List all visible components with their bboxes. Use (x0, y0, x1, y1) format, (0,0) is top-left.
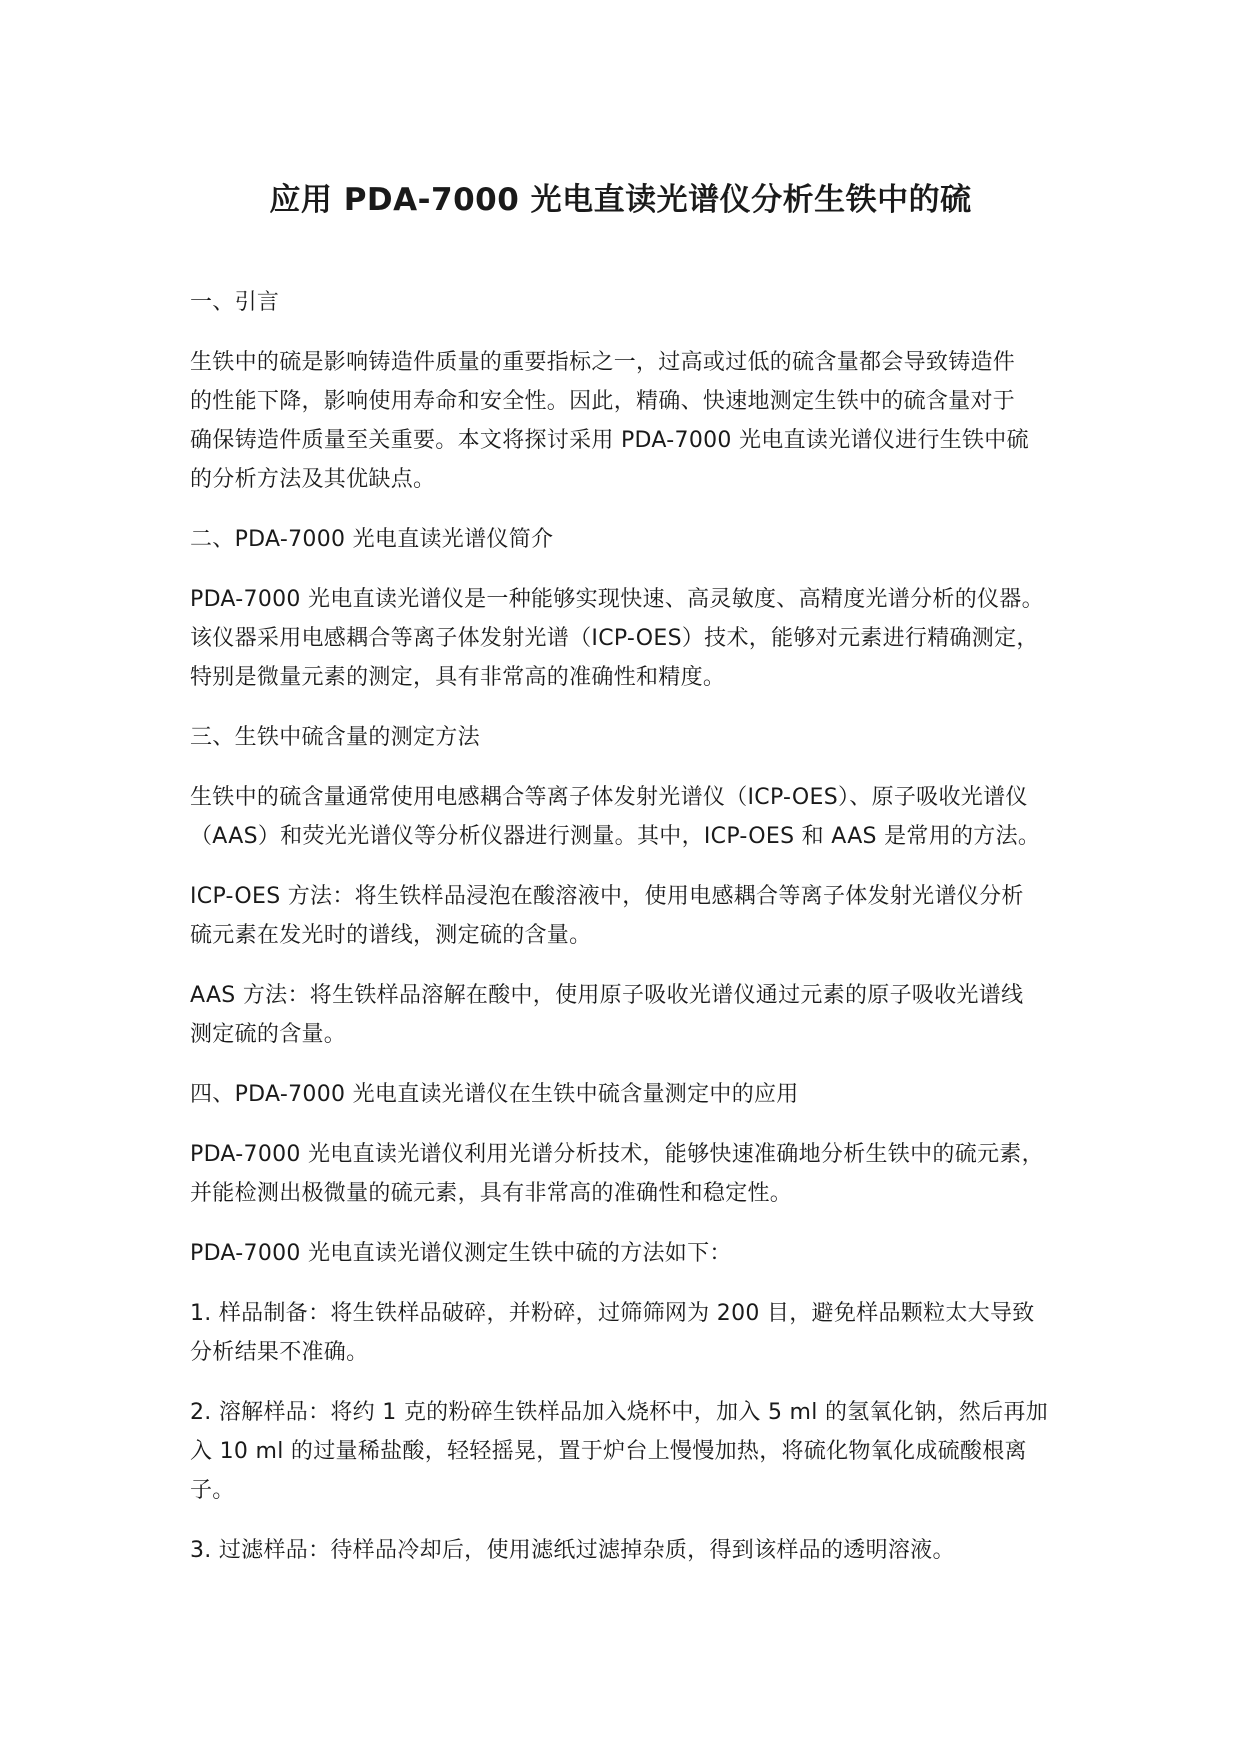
paragraph-line: ICP-OES 方法：将生铁样品浸泡在酸溶液中，使用电感耦合等离子体发射光谱仪分析 (190, 884, 1024, 909)
paragraph (190, 877, 1060, 955)
paragraph-line: 分析结果不准确。 (190, 1340, 369, 1365)
paragraph (190, 976, 1060, 1054)
section-heading: 二、PDA-7000 光电直读光谱仪简介 (190, 527, 554, 552)
paragraph-line: 的性能下降，影响使用寿命和安全性。因此，精确、快速地测定生铁中的硫含量对于 (190, 389, 1016, 414)
paragraph-line: PDA-7000 光电直读光谱仪利用光谱分析技术，能够快速准确地分析生铁中的硫元素， (190, 1142, 1044, 1167)
section-heading: 三、生铁中硫含量的测定方法 (190, 725, 480, 750)
paragraph-line: 硫元素在发光时的谱线，测定硫的含量。 (190, 923, 592, 948)
paragraph-line: 确保铸造件质量至关重要。本文将探讨采用 PDA-7000 光电直读光谱仪进行生铁中硫 (190, 428, 1029, 453)
paragraph-line: 入 10 ml 的过量稀盐酸，轻轻摇晃，置于炉台上慢慢加热，将硫化物氧化成硫酸根离 (190, 1439, 1027, 1464)
document-title: 应用 PDA-7000 光电直读光谱仪分析生铁中的硫 (269, 182, 972, 218)
paragraph (190, 778, 1060, 856)
paragraph-line: 特别是微量元素的测定，具有非常高的准确性和精度。 (190, 665, 726, 690)
paragraph (190, 1135, 1060, 1213)
paragraph-line: 3. 过滤样品：待样品冷却后，使用滤纸过滤掉杂质，得到该样品的透明溶液。 (190, 1538, 955, 1563)
paragraph (190, 343, 1060, 499)
paragraph-line: 1. 样品制备：将生铁样品破碎，并粉碎，过筛筛网为 200 目，避免样品颗粒太大导致 (190, 1301, 1035, 1326)
paragraph-line: 2. 溶解样品：将约 1 克的粉碎生铁样品加入烧杯中，加入 5 ml 的氢氧化钠，然后再加 (190, 1400, 1048, 1425)
paragraph-line: 子。 (190, 1478, 235, 1503)
section-heading: 一、引言 (190, 290, 280, 315)
paragraph (190, 1531, 1060, 1570)
paragraph (190, 1294, 1060, 1372)
paragraph-line: 测定硫的含量。 (190, 1022, 347, 1047)
paragraph-line: AAS 方法：将生铁样品溶解在酸中，使用原子吸收光谱仪通过元素的原子吸收光谱线 (190, 983, 1024, 1008)
paragraph-line: 该仪器采用电感耦合等离子体发射光谱（ICP-OES）技术，能够对元素进行精确测定， (190, 626, 1039, 651)
paragraph (190, 1393, 1060, 1510)
document-body (190, 283, 1060, 1591)
paragraph-line: 并能检测出极微量的硫元素，具有非常高的准确性和稳定性。 (190, 1181, 793, 1206)
paragraph (190, 1234, 1060, 1273)
paragraph-line: PDA-7000 光电直读光谱仪是一种能够实现快速、高灵敏度、高精度光谱分析的仪器。 (190, 587, 1044, 612)
paragraph-line: （AAS）和荧光光谱仪等分析仪器进行测量。其中，ICP-OES 和 AAS 是常用的方法。 (190, 824, 1041, 849)
paragraph-line: PDA-7000 光电直读光谱仪测定生铁中硫的方法如下： (190, 1241, 732, 1266)
paragraph-line: 生铁中的硫含量通常使用电感耦合等离子体发射光谱仪（ICP-OES）、原子吸收光谱仪 (190, 785, 1028, 810)
paragraph-line: 生铁中的硫是影响铸造件质量的重要指标之一，过高或过低的硫含量都会导致铸造件 (190, 350, 1016, 375)
section-heading: 四、PDA-7000 光电直读光谱仪在生铁中硫含量测定中的应用 (190, 1082, 799, 1107)
paragraph (190, 580, 1060, 697)
paragraph-line: 的分析方法及其优缺点。 (190, 467, 436, 492)
